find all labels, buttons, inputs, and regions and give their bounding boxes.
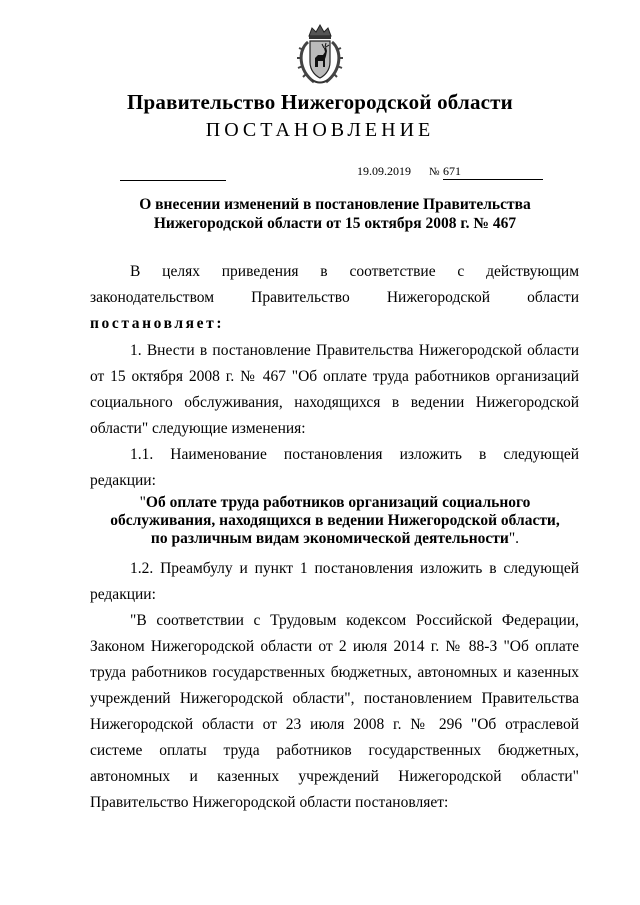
quoted-title (90, 494, 580, 548)
document-subject (90, 195, 580, 233)
date-underline (120, 180, 226, 181)
quoted-title-line-1 (90, 494, 580, 512)
item-1: 1. Внести в постановление Правительства Нижегородской области от 15 октября 2008 г. № 467 "Об оплате труда работников организаций социального обслуживания, находящихся в ведении Нижегородской области" следующие изменения: (90, 342, 579, 437)
item-1-2: 1.2. Преамбулу и пункт 1 постановления изложить в следующей редакции: (90, 560, 579, 603)
quote-open-mark: " (139, 494, 146, 511)
decree-word (90, 311, 579, 337)
document-number: 671 (443, 164, 461, 178)
government-title: Правительство Нижегородской области (127, 90, 513, 114)
subject-line-2: Нижегородской области от 15 октября 2008 г. № 467 (153, 215, 517, 232)
quoted-title-line-3 (90, 530, 580, 548)
quoted-title-line-2 (90, 512, 580, 530)
quoted-title-text-3: по различным видам экономической деятельности (150, 530, 509, 547)
quote-close-mark: ". (508, 530, 520, 547)
decree-word-text: постановляет: (90, 315, 225, 332)
item-1-1: 1.1. Наименование постановления изложить в следующей редакции: (90, 446, 579, 489)
coat-of-arms-icon (296, 22, 344, 88)
quoted-title-text-2: обслуживания, находящихся в ведении Нижегородской области, (110, 512, 560, 529)
document-date: 19.09.2019 (357, 164, 411, 178)
number-underline (443, 179, 543, 180)
subject-line-1: О внесении изменений в постановление Правительства (139, 196, 531, 213)
quoted-title-text-1: Об оплате труда работников организаций социального (145, 494, 531, 511)
document-type: ПОСТАНОВЛЕНИЕ (205, 119, 435, 141)
preamble-line-2: законодательством Правительство Нижегородской области (90, 289, 579, 306)
number-sign: № (429, 166, 440, 178)
quoted-preamble: "В соответствии с Трудовым кодексом Российской Федерации, Законом Нижегородской области от 2 июля 2014 г. № 88-З "Об оплате труда работников государственных бюджетных, автономных и казенных учреждений Нижегородской области", постановлением Правительства Нижегородской области от 23 июля 2008 г. № 296 "Об отраслевой системе оплаты труда работников государственных бюджетных, автономных и казенных учреждений Нижегородской области" Правительство Нижегородской области постановляет: (90, 612, 579, 811)
preamble-line-1: В целях приведения в соответствие с действующим (130, 263, 579, 280)
